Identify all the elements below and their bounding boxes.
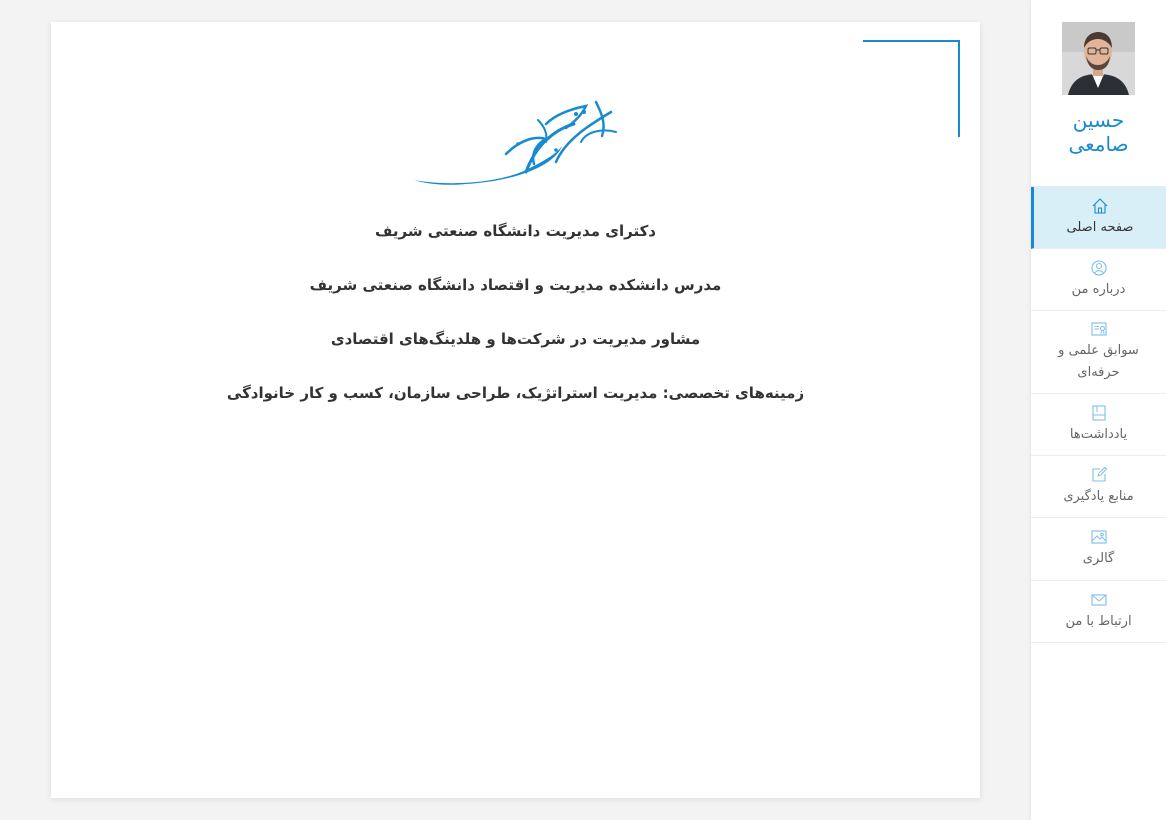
menu-item-about[interactable]: [1031, 249, 1166, 311]
user-icon: [1090, 259, 1108, 277]
main-card: [51, 22, 980, 798]
menu-item-gallery[interactable]: [1031, 518, 1166, 581]
edit-icon: [1090, 466, 1108, 484]
mail-icon: [1090, 591, 1108, 609]
intro-line-consulting: مشاور مدیریت در شرکت‌ها و هلدینگ‌های اقتصادی: [330, 330, 701, 348]
menu-item-resources[interactable]: [1031, 456, 1166, 518]
menu-item-notes[interactable]: [1031, 394, 1166, 456]
person-name-last: صامعی: [1068, 132, 1129, 156]
menu-item-label: گالری: [1082, 551, 1115, 566]
person-name[interactable]: [1031, 108, 1166, 156]
image-icon: [1090, 528, 1108, 546]
intro-lines: [51, 218, 980, 434]
certificate-icon: [1090, 320, 1108, 338]
intro-line-teaching: مدرس دانشکده مدیریت و اقتصاد دانشگاه صنعتی شریف: [309, 276, 722, 294]
signature-logo: [406, 84, 626, 194]
menu-item-contact[interactable]: [1031, 581, 1166, 643]
menu-item-label: ارتباط با من: [1065, 613, 1132, 629]
menu-item-label: درباره من: [1071, 281, 1126, 297]
menu-item-label: منابع یادگیری: [1063, 488, 1134, 504]
menu-item-home[interactable]: [1031, 187, 1166, 249]
intro-line-degree: دکترای مدیریت دانشگاه صنعتی شریف: [375, 222, 656, 240]
menu-item-label: صفحه اصلی: [1066, 219, 1134, 235]
notebook-icon: [1090, 404, 1108, 422]
menu-item-label: سوابق علمی و حرفه‌ای: [1058, 343, 1139, 380]
menu-item-resume[interactable]: [1031, 311, 1166, 394]
intro-line-expertise: زمینه‌های تخصصی: مدیریت استراتژیک، طراحی سازمان، کسب و کار خانوادگی: [226, 384, 805, 402]
menu-item-label: یادداشت‌ها: [1069, 426, 1128, 442]
sidebar: [1031, 0, 1166, 820]
avatar[interactable]: [1062, 22, 1135, 95]
home-icon: [1091, 197, 1109, 215]
person-name-first: حسین: [1072, 108, 1125, 132]
main-menu: [1031, 186, 1166, 643]
corner-accent: [863, 40, 960, 137]
